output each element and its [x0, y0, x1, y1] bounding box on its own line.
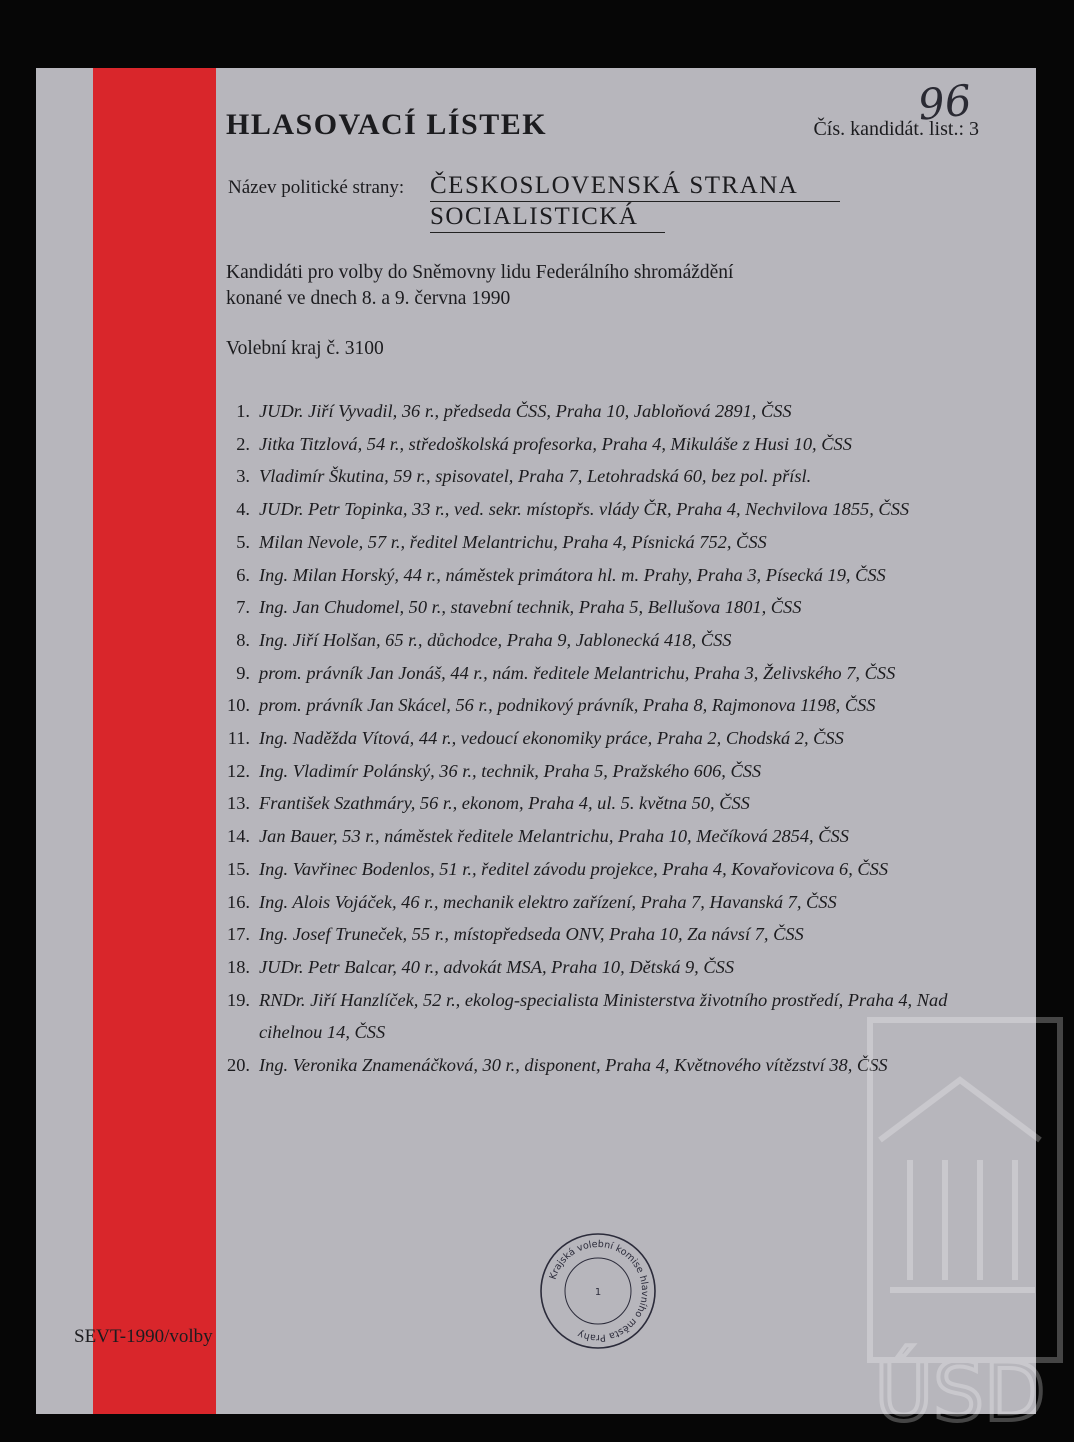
candidate-item: [222, 951, 972, 984]
candidate-text: Ing. Vladimír Polánský, 36 r., technik, Praha 5, Pražského 606, ČSS: [259, 760, 762, 781]
candidate-text: Ing. Milan Horský, 44 r., náměstek primátora hl. m. Prahy, Praha 3, Písecká 19, ČSS: [259, 564, 886, 585]
candidate-text: Vladimír Škutina, 59 r., spisovatel, Praha 7, Letohradská 60, bez pol. přísl.: [259, 466, 812, 487]
candidate-item: [222, 395, 972, 428]
candidate-item: [222, 820, 972, 853]
candidate-text: Ing. Jan Chudomel, 50 r., stavební technik, Praha 5, Bellušova 1801, ČSS: [259, 597, 802, 618]
red-stripe: [93, 68, 216, 1414]
candidate-number: 1.: [236, 401, 250, 421]
candidate-text: Ing. Alois Vojáček, 46 r., mechanik elektro zařízení, Praha 7, Havanská 7, ČSS: [259, 891, 837, 912]
candidate-text: Ing. Vavřinec Bodenlos, 51 r., ředitel závodu projekce, Praha 4, Kovařovicova 6, ČSS: [259, 858, 889, 879]
candidate-list-number: Čís. kandidát. list.: 3: [813, 118, 979, 140]
candidate-text: JUDr. Petr Balcar, 40 r., advokát MSA, Praha 10, Dětská 9, ČSS: [259, 956, 735, 977]
svg-text:ÚSD: ÚSD: [874, 1346, 1046, 1430]
candidate-text: Ing. Veronika Znamenáčková, 30 r., disponent, Praha 4, Květnového vítězství 38, ČSS: [259, 1055, 888, 1076]
party-name-line1: ČESKOSLOVENSKÁ STRANA: [430, 171, 840, 202]
candidate-number: 8.: [236, 629, 250, 650]
candidate-text: Ing. Jiří Holšan, 65 r., důchodce, Praha 9, Jablonecká 418, ČSS: [259, 629, 732, 650]
candidate-text: Jan Bauer, 53 r., náměstek ředitele Melantrichu, Praha 10, Mečíková 2854, ČSS: [259, 826, 849, 847]
candidate-number: 13.: [227, 793, 250, 814]
election-line1: Kandidáti pro volby do Sněmovny lidu Federálního shromáždění: [226, 262, 734, 283]
candidate-number: 17.: [227, 924, 250, 945]
party-name: [430, 171, 840, 233]
candidate-number: 16.: [227, 891, 250, 912]
candidate-number: 12.: [227, 760, 250, 781]
candidate-number: 20.: [227, 1055, 250, 1076]
candidate-number: 6.: [236, 564, 250, 585]
candidate-text: Ing. Naděžda Vítová, 44 r., vedoucí ekonomiky práce, Praha 2, Chodská 2, ČSS: [259, 728, 844, 749]
ballot-title: HLASOVACÍ LÍSTEK: [226, 108, 548, 141]
candidate-item: [222, 526, 972, 559]
candidate-list: [222, 395, 972, 1082]
candidate-item: [222, 886, 972, 919]
candidate-number: 19.: [227, 989, 250, 1010]
svg-text:1: 1: [594, 1287, 602, 1298]
candidate-item: [222, 657, 972, 690]
official-stamp: [538, 1231, 658, 1351]
candidate-item: [222, 787, 972, 820]
candidate-text: JUDr. Petr Topinka, 33 r., ved. sekr. místopřs. vlády ČR, Praha 4, Nechvilova 1855, ČSS: [259, 499, 910, 520]
candidate-item: [222, 493, 972, 526]
candidate-item: [222, 624, 972, 657]
candidate-number: 5.: [236, 531, 250, 552]
candidate-item: [222, 559, 972, 592]
candidate-number: 10.: [227, 695, 250, 716]
candidate-number: 3.: [236, 466, 250, 487]
candidate-text: Ing. Josef Truneček, 55 r., místopředseda ONV, Praha 10, Za návsí 7, ČSS: [259, 924, 804, 945]
candidate-item: [222, 689, 972, 722]
candidate-item: [222, 918, 972, 951]
candidate-number: 18.: [227, 956, 250, 977]
party-label: Název politické strany:: [228, 177, 405, 198]
candidate-text: Jitka Titzlová, 54 r., středoškolská profesorka, Praha 4, Mikuláše z Husi 10, ČSS: [259, 433, 852, 454]
candidate-number: 2.: [236, 433, 250, 454]
candidate-number: 11.: [227, 728, 250, 749]
usd-watermark-logo: [850, 1010, 1070, 1430]
candidate-item: [222, 853, 972, 886]
candidate-number: 7.: [236, 597, 250, 618]
candidate-item: [222, 591, 972, 624]
candidate-number: 4.: [236, 499, 250, 520]
candidate-text: prom. právník Jan Skácel, 56 r., podnikový právník, Praha 8, Rajmonova 1198, ČSS: [259, 695, 876, 716]
svg-text:Krajská volební komise hlavníh: Krajská volební komise hlavního města Prahy: [547, 1238, 651, 1344]
candidate-text: JUDr. Jiří Vyvadil, 36 r., předseda ČSS, Praha 10, Jabloňová 2891, ČSS: [259, 401, 792, 421]
candidate-text: František Szathmáry, 56 r., ekonom, Praha 4, ul. 5. května 50, ČSS: [259, 793, 750, 814]
candidate-text: Milan Nevole, 57 r., ředitel Melantrichu, Praha 4, Písnická 752, ČSS: [259, 531, 767, 552]
party-name-line2: SOCIALISTICKÁ: [430, 202, 665, 233]
candidate-number: 15.: [227, 858, 250, 879]
election-description: [226, 260, 733, 312]
handwritten-number: 96: [915, 75, 974, 130]
candidate-item: [222, 755, 972, 788]
candidate-item: [222, 460, 972, 493]
candidate-item: [222, 428, 972, 461]
candidate-number: 14.: [227, 826, 250, 847]
candidate-text: prom. právník Jan Jonáš, 44 r., nám. ředitele Melantrichu, Praha 3, Želivského 7, ČSS: [259, 662, 896, 683]
candidate-item: [222, 722, 972, 755]
candidate-number: 9.: [236, 662, 250, 683]
printer-mark: SEVT-1990/volby: [74, 1326, 213, 1347]
candidate-text: RNDr. Jiří Hanzlíček, 52 r., ekolog-specialista Ministerstva životního prostředí, Praha 4, Nad cihelnou 14, ČSS: [259, 989, 948, 1043]
electoral-region: Volební kraj č. 3100: [226, 338, 384, 359]
election-line2: konané ve dnech 8. a 9. června 1990: [226, 288, 511, 309]
